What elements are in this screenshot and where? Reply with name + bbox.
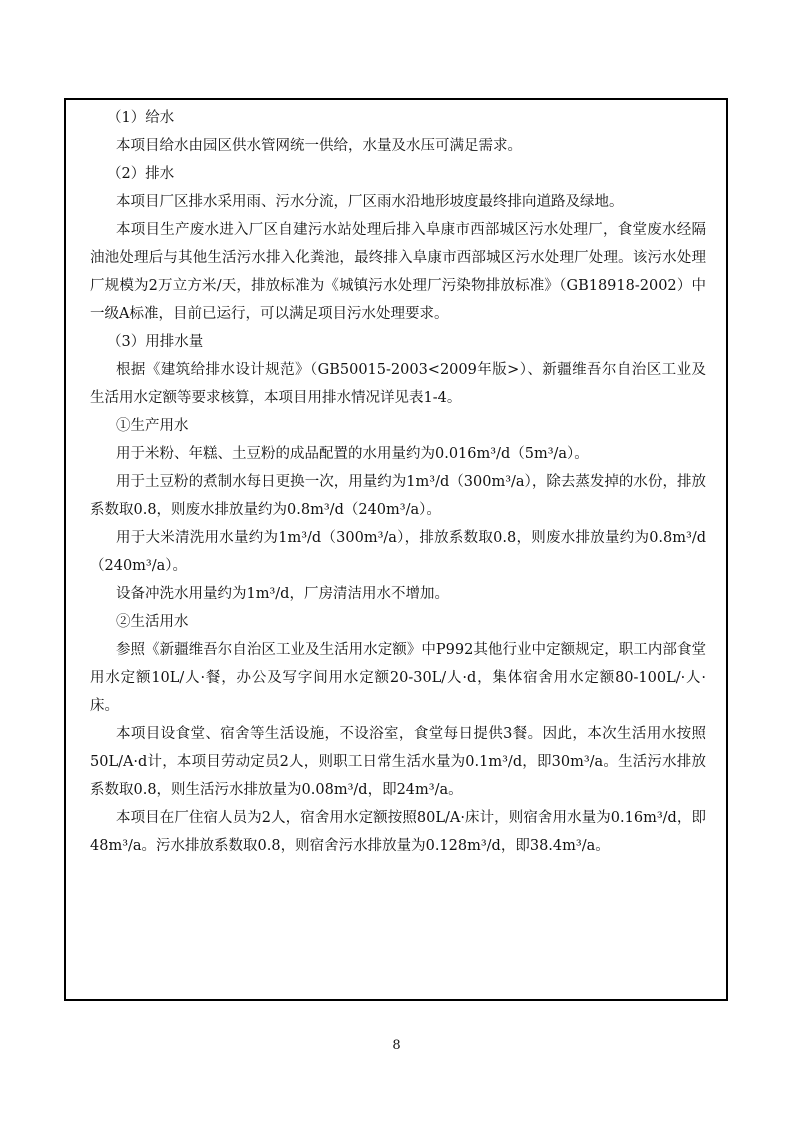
paragraph-domestic-1: 参照《新疆维吾尔自治区工业及生活用水定额》中P992其他行业中定额规定，职工内部食堂用水定额10L/人·餐，办公及写字间用水定额20-30L/人·d，集体宿舍用水定额80-100L/·人·床。 bbox=[90, 642, 706, 714]
paragraph-domestic-3: 本项目在厂住宿人员为2人，宿舍用水定额按照80L/A·床计，则宿舍用水量为0.16m³/d，即48m³/a。污水排放系数取0.8，则宿舍污水排放量为0.128m³/d，即38.4m³/a。 bbox=[90, 810, 706, 854]
paragraph-water-supply: 本项目给水由园区供水管网统一供给，水量及水压可满足需求。 bbox=[116, 138, 522, 154]
paragraph-production-1: 用于米粉、年糕、土豆粉的成品配置的水用量约为0.016m³/d（5m³/a）。 bbox=[116, 446, 589, 462]
paragraph-drainage-sewage: 本项目生产废水进入厂区自建污水站处理后排入阜康市西部城区污水处理厂，食堂废水经隔油池处理后与其他生活污水排入化粪池，最终排入阜康市西部城区污水处理厂处理。该污水处理厂规模为2万立方米/天，排放标准为《城镇污水处理厂污染物排放标准》（GB18918-2002）中一级A标准，目前已运行，可以满足项目污水处理要求。 bbox=[90, 222, 706, 322]
paragraph-usage-basis: 根据《建筑给排水设计规范》（GB50015-2003<2009年版>）、新疆维吾尔自治区工业及生活用水定额等要求核算，本项目用排水情况详见表1-4。 bbox=[90, 362, 706, 406]
paragraph-production-4: 设备冲洗水用量约为1m³/d，厂房清洁用水不增加。 bbox=[116, 586, 449, 602]
heading-water-usage: （3）用排水量 bbox=[107, 334, 204, 350]
content-frame bbox=[64, 98, 728, 1001]
page-number: 8 bbox=[392, 1038, 401, 1053]
heading-water-supply: （1）给水 bbox=[107, 110, 175, 126]
paragraph-production-2: 用于土豆粉的煮制水每日更换一次，用量约为1m³/d（300m³/a），除去蒸发掉的水份，排放系数取0.8，则废水排放量约为0.8m³/d（240m³/a）。 bbox=[90, 474, 706, 518]
paragraph-drainage-rain: 本项目厂区排水采用雨、污水分流，厂区雨水沿地形坡度最终排向道路及绿地。 bbox=[116, 194, 624, 210]
paragraph-production-3: 用于大米清洗用水量约为1m³/d（300m³/a），排放系数取0.8，则废水排放量约为0.8m³/d（240m³/a）。 bbox=[90, 530, 706, 574]
heading-production-water: ①生产用水 bbox=[116, 418, 189, 434]
text-body bbox=[90, 104, 706, 860]
heading-drainage: （2）排水 bbox=[107, 166, 175, 182]
paragraph-domestic-2: 本项目设食堂、宿舍等生活设施，不设浴室，食堂每日提供3餐。因此，本次生活用水按照50L/A·d计，本项目劳动定员2人，则职工日常生活水量为0.1m³/d，即30m³/a。生活污水排放系数取0.8，则生活污水排放量为0.08m³/d，即24m³/a。 bbox=[90, 726, 706, 798]
heading-domestic-water: ②生活用水 bbox=[116, 614, 189, 630]
